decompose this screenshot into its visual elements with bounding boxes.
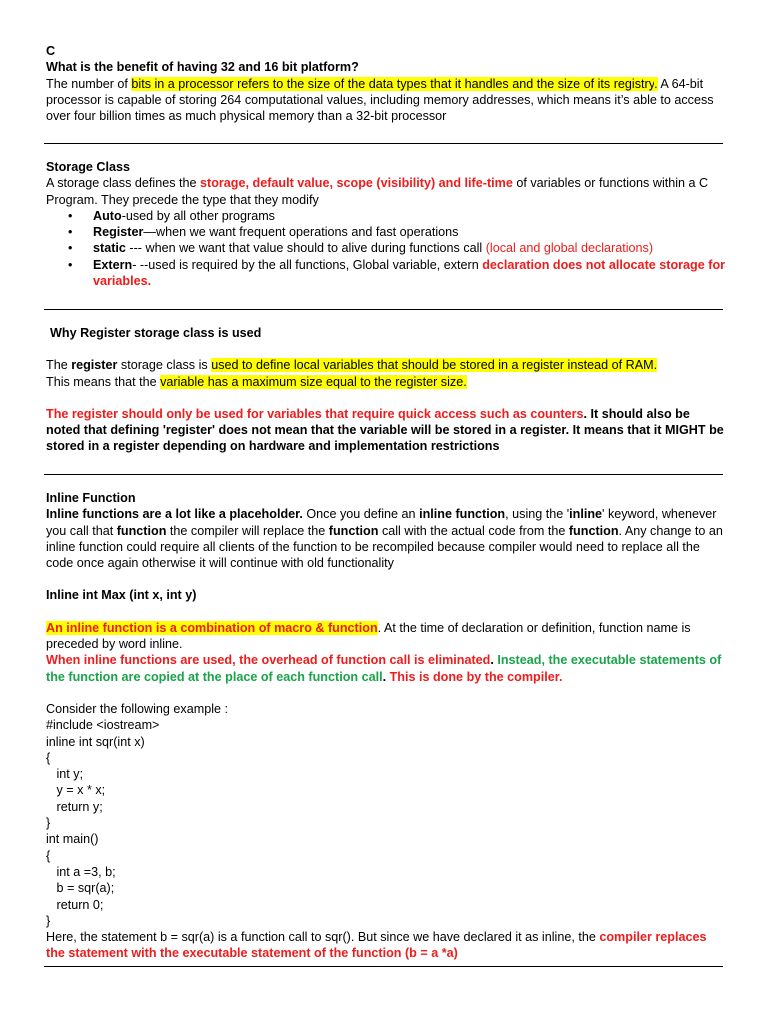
register-line-2: This means that the variable has a maximum size equal to the register size.	[46, 374, 467, 389]
register-note: The register should only be used for variables that require quick access such as counters. It should also be noted that defining 'register' does not mean that the variable will be stored in a register. It means that it MIGHT be stored in a register depending on hardware and implementation restrictions	[46, 406, 724, 454]
section-storage-class	[46, 159, 726, 289]
storage-class-heading: Storage Class	[46, 160, 130, 174]
section-inline-function	[46, 490, 726, 962]
highlight-macro-function: An inline function is a combination of macro & function	[46, 620, 378, 635]
inline-signature: Inline int Max (int x, int y)	[46, 588, 197, 603]
code-line: return y;	[46, 799, 103, 814]
highlight-max-size: variable has a maximum size equal to the register size	[160, 374, 464, 389]
code-line: }	[46, 913, 51, 928]
code-line: int main()	[46, 832, 99, 847]
storage-red-text: storage, default value, scope (visibility) and life-time	[200, 176, 513, 191]
list-item-register: • Register—when we want frequent operations and fast operations	[46, 224, 726, 240]
highlight-bits: bits in a processor refers to the size of the data types that it handles and the size of its registry	[131, 76, 655, 91]
register-line-1: The register storage class is used to define local variables that should be stored in a register instead of RAM.	[46, 358, 658, 373]
code-line: return 0;	[46, 897, 104, 912]
highlight-register: used to define local variables that should be stored in a register instead of RAM	[211, 358, 654, 373]
inline-heading: Inline Function	[46, 491, 136, 505]
bits-paragraph: The number of bits in a processor refers to the size of the data types that it handles and the size of its registry. A 64-bit processor is capable of storing 264 computational values, including memory addresses, which means it’s able to access over four billion times as much physical memory than a 32-bit processor	[46, 76, 714, 124]
list-item-auto: • Auto-used by all other programs	[46, 208, 726, 224]
code-line: #include <iostream>	[46, 718, 160, 733]
code-line: int a =3, b;	[46, 864, 116, 879]
storage-class-intro: A storage class defines the storage, default value, scope (visibility) and life-time of variables or functions within a C Program. They precede the type that they modify	[46, 176, 709, 207]
divider-3	[44, 474, 723, 475]
example-intro: Consider the following example :	[46, 701, 229, 716]
code-line: inline int sqr(int x)	[46, 734, 145, 749]
code-line: int y;	[46, 767, 84, 782]
code-line: {	[46, 848, 51, 863]
list-item-extern: • Extern- --used is required by the all functions, Global variable, extern declaration does not allocate storage for variables.	[46, 257, 726, 290]
question-heading: What is the benefit of having 32 and 16 bit platform?	[46, 60, 359, 75]
code-line: {	[46, 750, 51, 765]
section-register	[46, 325, 726, 455]
divider-4	[44, 966, 723, 967]
code-line: b = sqr(a);	[46, 881, 115, 896]
inline-conclusion: Here, the statement b = sqr(a) is a function call to sqr(). But since we have declared it as inline, the compiler replaces the statement with the executable statement of the function (b = a *a)	[46, 930, 707, 961]
code-example	[46, 717, 726, 929]
divider-1	[44, 143, 723, 144]
inline-paragraph: Inline functions are a lot like a placeholder. Once you define an inline function, using the 'inline' keyword, whenever you call that function the compiler will replace the function call with the actual code from the function. Any change to an inline function could require all clients of the function to be recompiled because compiler would need to replace all the code once again otherwise it will continue with old functionality	[46, 507, 723, 571]
divider-2	[44, 309, 723, 310]
section-c	[46, 43, 726, 124]
code-line: y = x * x;	[46, 783, 106, 798]
list-item-static: • static --- when we want that value should to alive during functions call (local and global declarations)	[46, 240, 726, 256]
inline-overhead: When inline functions are used, the overhead of function call is eliminated. Instead, the executable statements of the function are copied at the place of each function call. This is done by the compiler.	[46, 653, 722, 684]
code-line: }	[46, 816, 51, 831]
register-heading: Why Register storage class is used	[50, 326, 262, 340]
section-letter: C	[46, 44, 56, 58]
storage-class-list	[46, 208, 726, 289]
inline-definition: An inline function is a combination of macro & function. At the time of declaration or definition, function name is preceded by word inline.	[46, 620, 691, 652]
